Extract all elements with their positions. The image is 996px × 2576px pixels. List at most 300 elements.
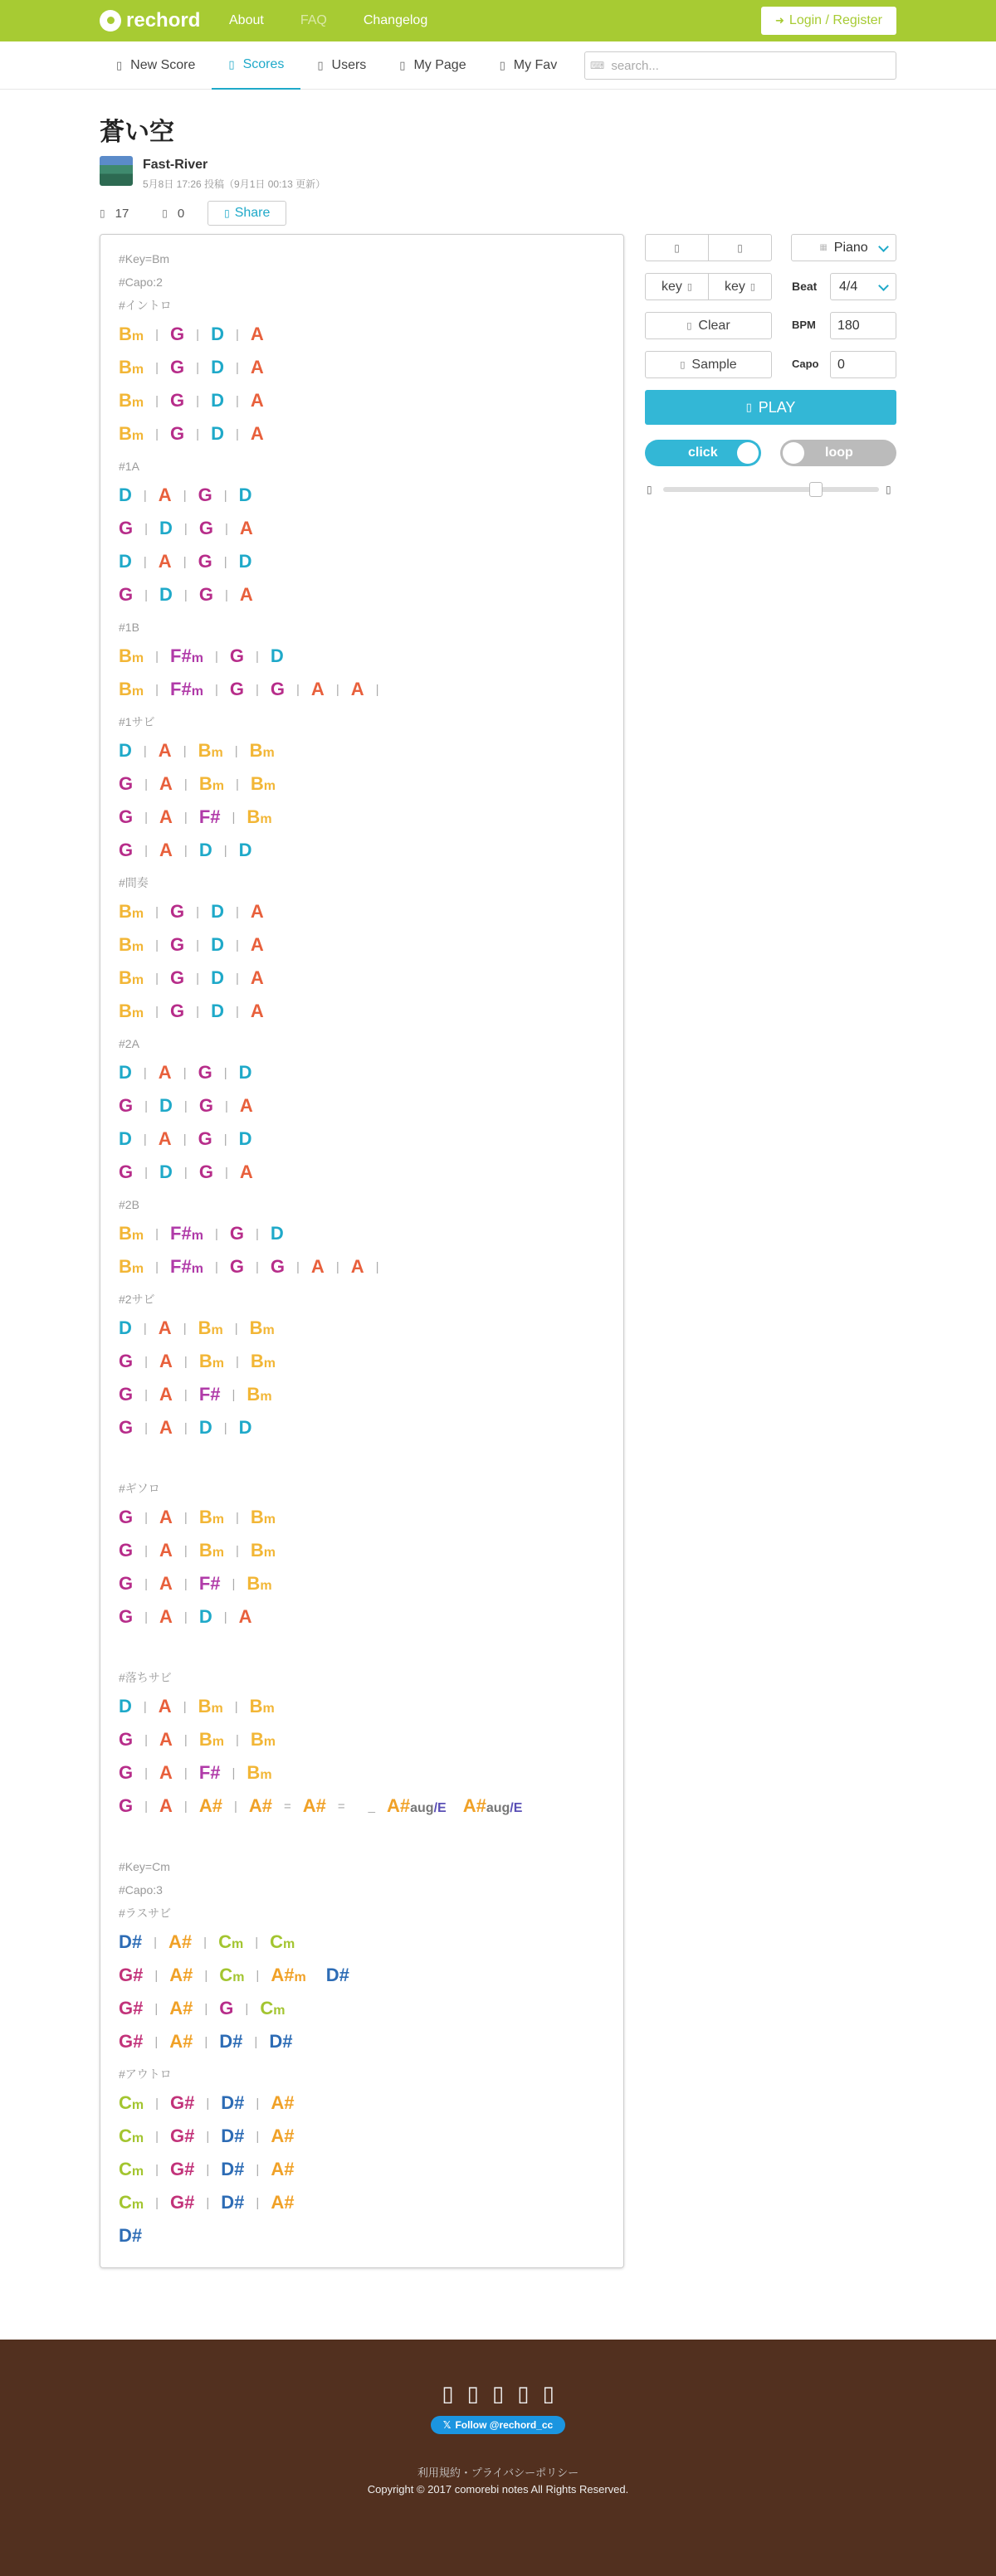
chord-root: G [170,934,185,955]
twitter-icon[interactable]: ▯ [442,2381,454,2406]
chord-root: A [239,518,253,538]
clear-button[interactable] [645,312,772,339]
chord-root: G [119,1762,134,1783]
bar-line: | [233,1799,237,1814]
sample-button[interactable] [645,351,772,378]
chord [199,1161,213,1183]
volume-up-icon: ▯ [886,484,891,495]
chord-root: B [250,773,264,794]
bar-line: | [144,810,149,825]
chord-root: B [119,901,132,922]
chord-root: A [310,1256,325,1277]
chord-quality: m [263,1512,276,1527]
github-icon[interactable]: ▯ [491,2381,505,2406]
chord [251,1729,276,1751]
chord [198,1062,212,1083]
chord [119,551,132,572]
chord-quality: m [131,651,144,665]
chord-quality: m [212,1512,224,1527]
chord-root: C [260,1998,274,2018]
users-icon: ▯ [317,59,324,71]
chord-root: G [170,390,185,411]
chord-root: B [198,1540,212,1561]
bar-line: | [143,1065,147,1080]
bar-line: | [154,2034,159,2049]
chord-root: G [119,1095,134,1116]
chord-root: B [119,390,132,411]
chord-root: D [238,551,252,572]
chord-root: G [229,1223,244,1244]
mail-icon[interactable]: ▯ [517,2381,530,2406]
transpose-up-button[interactable] [645,234,709,261]
chord-root: A [158,1317,172,1338]
bar-line: | [155,1004,159,1019]
chord-line [119,1756,615,1790]
chord-line [119,1156,615,1189]
chord-quality: m [263,779,276,793]
chord [159,773,173,795]
chord [211,357,224,378]
chord-root: D [211,423,224,444]
bar-line: | [183,1321,187,1336]
chord-root: G [119,1507,134,1527]
nav-faq[interactable]: FAQ [300,13,327,27]
bar-line: | [183,1132,187,1147]
chord-line [119,512,615,545]
chord [239,485,252,506]
chord-root: B [119,1256,132,1277]
bar-line: | [155,2195,159,2210]
chord [119,1965,143,1986]
chord-root: F# [198,806,221,827]
bar-line: | [224,1165,228,1180]
chord [211,423,224,445]
chord-quality: m [294,1970,306,1984]
bar-line: | [234,743,238,758]
chord [239,1128,252,1150]
search-input[interactable] [584,51,896,80]
brand-logo[interactable] [100,8,200,33]
twitter-follow-button[interactable] [431,2416,565,2434]
chord [251,934,264,956]
bar-line: | [183,1387,188,1402]
chord [271,679,285,700]
chord-line [119,1959,615,1992]
bar-line: | [214,682,218,697]
toggle-knob [783,442,804,464]
top-nav [229,0,464,41]
chord [119,485,132,506]
bar-line: | [255,1935,259,1950]
loop-toggle[interactable] [780,440,896,466]
chord-root: G [119,1351,134,1371]
chord-root: D [198,840,212,860]
chord-root: G [119,806,134,827]
chord-root: F# [198,1573,221,1594]
chord [199,840,212,861]
chord [159,518,173,539]
chord-quality: m [131,2198,144,2212]
chord-root: G [198,1161,213,1182]
bar-line: | [155,327,159,342]
volume-slider-thumb[interactable] [809,482,823,497]
chord [170,423,184,445]
chord-root: G# [119,1998,144,2018]
chord-root: A# [462,1795,486,1816]
bar-line: | [155,426,159,441]
chord [119,1095,133,1117]
chord-line [119,1250,615,1283]
chord-score[interactable] [100,234,624,2268]
chord-line [119,962,615,995]
chord-root: D [211,324,224,344]
chord-line [119,1790,615,1823]
chord-line [119,995,615,1028]
bar-line: | [196,327,200,342]
chord-root: A [159,1606,173,1627]
chord [251,324,264,345]
capo-input[interactable] [830,351,896,378]
chord [251,773,276,795]
chord [251,901,264,923]
trash-icon: ▯ [686,321,692,331]
bar-line: | [203,1935,208,1950]
bar-line: | [235,426,239,441]
share-label: Share [234,206,271,220]
chord-root: A [250,1001,264,1021]
bar-line: | [154,1935,158,1950]
bar-line: | [235,1543,239,1558]
tab-scores[interactable] [212,41,300,90]
chord-root: G [119,518,134,538]
transpose-down-button[interactable] [708,234,772,261]
chord-quality: m [131,1262,144,1276]
chord-root: G [229,1256,244,1277]
bar-line: | [183,1732,188,1747]
logo-icon [100,10,121,32]
chord-quality: m [263,1546,276,1560]
chord-quality: m [273,2004,286,2018]
chord-root: D [238,1417,252,1438]
chord-root: A [239,1161,253,1182]
login-label: Login / Register [788,13,882,27]
chord-root: D [238,485,252,505]
chord-quality: m [131,2165,144,2179]
chord-root: D [270,645,284,666]
play-button[interactable] [645,390,896,425]
bar-line: | [144,1098,149,1113]
bar-line: | [144,1732,149,1747]
chord-root: D [159,1161,173,1182]
chord-root: B [119,645,132,666]
twitter-icon: ▯ [224,207,230,219]
chord [170,324,184,345]
chevron-down-icon [878,241,889,252]
bar-line: | [256,1968,260,1983]
tab-users[interactable] [300,41,383,90]
chord [230,679,244,700]
chord-root: D [238,840,252,860]
chord-line [119,673,615,706]
chord [199,1417,212,1439]
bar-line: | [235,1354,239,1369]
chord-line [119,895,615,928]
chord [159,584,173,606]
chord [247,806,271,828]
chord-root: D# [269,2031,293,2052]
instrument-value: Piano [833,240,868,255]
chord [170,2092,194,2114]
tab-new-score[interactable] [100,41,212,90]
bar-line: | [183,587,188,602]
tab-my-page[interactable] [383,41,482,90]
chord-quality: m [231,1937,244,1951]
bar-line: | [224,587,228,602]
chord [271,2092,294,2114]
chord-root: D [159,584,173,605]
chord-line [119,1411,615,1444]
chord [260,1998,285,2019]
tab-my-fav[interactable] [483,41,574,90]
chord [119,1573,133,1595]
bar-line: | [232,1765,236,1780]
avatar[interactable] [100,156,133,186]
heart-icon: ▯ [162,207,168,219]
chord-quality: m [212,779,224,793]
chord-quality: m [131,2098,144,2112]
section-label: #間奏 [119,876,149,889]
chord-quality: m [263,1735,276,1749]
section-label: #Key=Bm [119,252,170,265]
chord-root: D [238,1062,252,1083]
bar-line: | [223,1065,227,1080]
terms-link[interactable]: 利用規約・プライバシーポリシー [417,2466,579,2479]
chord [119,357,144,378]
chord [119,1729,133,1751]
chord-quality: m [212,1356,224,1371]
bar-line: | [196,360,200,375]
chord [170,679,203,700]
capo-value: 0 [837,357,845,372]
chord [199,1507,224,1528]
chord [170,645,203,667]
chord-line [119,1723,615,1756]
chord-root: G [170,423,185,444]
chord-root: C [218,1931,232,1952]
chord [199,1729,224,1751]
chord-line [119,384,615,417]
chord-root: A# [271,2159,295,2179]
chord-root: D [211,967,224,988]
bar-line: | [144,1510,149,1525]
chord-root: G# [170,2192,195,2213]
chord [219,2031,242,2053]
bpm-input[interactable] [830,312,896,339]
chord-line [119,1378,615,1411]
login-register-button[interactable] [761,7,896,35]
rss-icon[interactable]: ▯ [542,2381,554,2406]
bar-line: | [235,1510,239,1525]
nav-about[interactable]: About [229,13,264,27]
chord [119,2159,144,2180]
chord [211,901,224,923]
chord-line [119,801,615,834]
chord-quality: m [263,1356,276,1371]
bar-line: | [234,1699,238,1714]
chord-root: A [159,1417,173,1438]
chord-root: A# [302,1795,326,1816]
bar-line: | [154,2001,159,2016]
instrument-select[interactable] [791,234,896,261]
chord [240,1095,253,1117]
tab-label: My Fav [513,58,558,72]
chord-root: G [119,1729,134,1750]
chord-root: G [170,357,185,377]
facebook-icon[interactable]: ▯ [466,2381,479,2406]
key-up-button[interactable] [708,273,772,300]
bar-line: | [155,2129,159,2144]
chord [218,1931,243,1953]
chord-root: G [119,1606,134,1627]
chord [269,2031,292,2053]
chord-line [119,1122,615,1156]
bar-line: | [144,1420,149,1435]
chord-root: A# [248,1795,272,1816]
chord-root: G [198,584,213,605]
chord [247,1384,271,1405]
key-down-button[interactable] [645,273,709,300]
bar-line: | [235,360,239,375]
chord [199,1384,221,1405]
bar-line: | [204,1968,208,1983]
bar-line: _ [368,1799,375,1814]
volume-slider[interactable] [663,487,879,492]
chord-line [119,1534,615,1567]
chord [119,645,144,667]
chord-root: G [270,1256,286,1277]
bar-line: | [223,554,227,569]
bar-line: | [232,1387,236,1402]
chord-line [119,1089,615,1122]
chord [230,1256,244,1278]
bar-line: = [283,1799,291,1814]
bar-line: | [143,1321,147,1336]
chord-line [119,1217,615,1250]
chord-root: G# [170,2092,195,2113]
bar-line: | [183,1098,188,1113]
chord [211,390,224,411]
bar-line: | [144,777,149,791]
chord [119,1001,144,1022]
chord-root: A [239,1095,253,1116]
bar-line: | [196,393,200,408]
bar-line: | [206,2195,210,2210]
chord-root: G# [170,2159,195,2179]
chord-line [119,2025,615,2058]
bar-line: | [144,1165,149,1180]
bar-line: | [375,1259,379,1274]
bar-line: | [204,2034,208,2049]
chord [119,2092,144,2114]
chord-line [119,479,615,512]
chord [119,773,133,795]
chord-root: B [247,1762,261,1783]
section-label: #アウトロ [119,2067,172,2081]
bar-line: | [335,1259,339,1274]
bar-line: | [155,971,159,986]
chord-root: G [119,1417,134,1438]
section-label: #Key=Cm [119,1860,170,1873]
beat-select[interactable] [830,273,896,300]
chord [199,584,213,606]
bar-line: | [223,1609,227,1624]
chord [119,518,133,539]
minus-icon: ▯ [686,282,692,292]
file-icon: ▯ [680,360,686,370]
share-button[interactable] [208,201,286,226]
bar-line: | [154,1968,159,1983]
sub-nav [0,41,996,90]
chord-root: C [119,2126,132,2146]
chord-root: B [119,1223,132,1244]
fav-count[interactable] [162,207,184,221]
chord-root: B [247,806,261,827]
chord [251,357,264,378]
chord-root: A [159,1384,173,1405]
bar-line: | [196,1004,200,1019]
chord [119,934,144,956]
chord [159,1351,173,1372]
click-toggle[interactable] [645,440,761,466]
chord-line [119,1926,615,1959]
chord-line [119,734,615,767]
section-label: #落ちサビ [119,1671,172,1684]
chord-root: D [198,1606,212,1627]
chord-line [119,1567,615,1600]
chord-root: A [350,1256,364,1277]
bar-line: | [183,777,188,791]
bar-line: | [214,1259,218,1274]
chord [251,1351,276,1372]
author-name[interactable]: Fast-River [143,158,208,172]
chord [119,390,144,411]
chord-quality: m [191,1229,203,1243]
chord-root: B [198,1729,212,1750]
chord-root: G [119,584,134,605]
chord [251,1507,276,1528]
chord-line [119,2219,615,2252]
chord [119,901,144,923]
chord-quality: m [131,907,144,921]
section-label: #イントロ [119,299,172,312]
bar-line: | [214,1226,218,1241]
chord [230,645,244,667]
nav-changelog[interactable]: Changelog [363,13,428,27]
chord-root: D [119,1696,132,1717]
bar-line: | [144,1799,149,1814]
chord-quality: m [131,429,144,443]
section-label: #Capo:3 [119,1883,163,1897]
chord-root: B [250,1351,264,1371]
chord-root: D [119,1128,132,1149]
bar-line: | [196,937,200,952]
chord [170,2159,194,2180]
bar-line: | [183,1576,188,1591]
chord [168,1931,192,1953]
like-count[interactable] [100,207,129,221]
chord-root: B [250,1729,264,1750]
key-down-label: key [662,279,682,294]
